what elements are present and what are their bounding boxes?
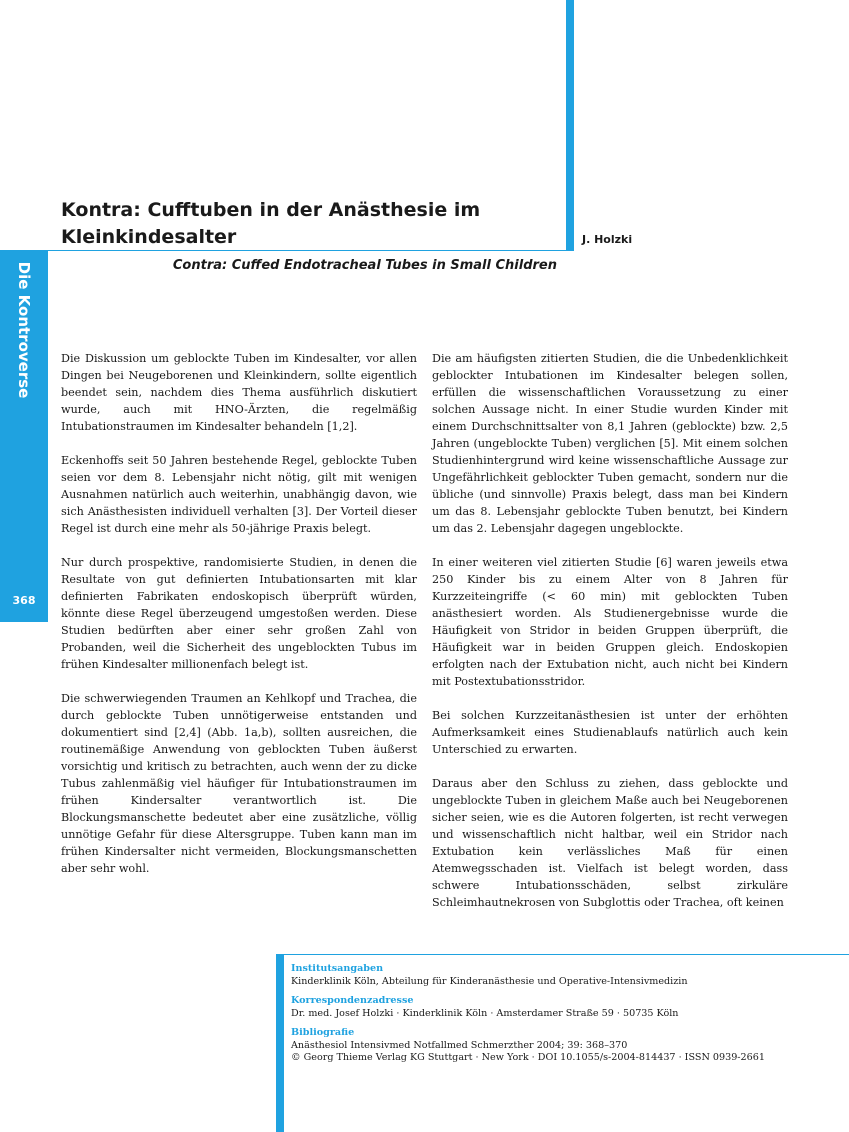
top-accent-bar: [566, 0, 574, 251]
bibliography-citation: Anästhesiol Intensivmed Notfallmed Schmerzther 2004; 39: 368–370: [291, 1039, 628, 1051]
title-line-2: Kleinkindesalter: [61, 226, 237, 248]
bibliography-group: [291, 1027, 841, 1065]
correspondence-heading: Korrespondenzadresse: [291, 995, 414, 1006]
article-subtitle: Contra: Cuffed Endotracheal Tubes in Small Children: [172, 258, 557, 273]
institute-text: Kinderklinik Köln, Abteilung für Kinderanästhesie und Operative-Intensivmedizin: [291, 975, 688, 987]
bibliography-heading: Bibliografie: [291, 1027, 355, 1038]
correspondence-text: Dr. med. Josef Holzki · Kinderklinik Köln · Amsterdamer Straße 59 · 50735 Köln: [291, 1007, 679, 1019]
institute-heading: Institutsangaben: [291, 963, 384, 974]
body-paragraph: Bei solchen Kurzzeitanästhesien ist unter der erhöhten Aufmerksamkeit eines Studienablaufs natürlich auch kein Unterschied zu erwarten.: [432, 709, 788, 756]
title-line-1: Kontra: Cufftuben in der Anästhesie im: [61, 199, 481, 221]
body-paragraph: Die schwerwiegenden Traumen an Kehlkopf und Trachea, die durch geblockte Tuben unnötigerweise entstanden und dokumentiert sind [2,4] (Abb. 1a,b), sollten ausreichen, die routinemäßige Anwendung von geblockten Tuben äußerst vorsichtig und kritisch zu betrachten, auch wenn der zu dicke Tubus zahlenmäßig viel häufiger für Intubationstraumen im frühen Kindersalter verantwortlich ist. Die Blockungsmanschette bedeutet aber eine zusätzliche, völlig unnötige Gefahr für diese Altersgruppe. Tuben kann man im frühen Kindersalter nicht vermeiden, Blockungsmanschetten aber sehr wohl.: [61, 692, 417, 875]
article-info-box: [291, 963, 841, 1072]
bibliography-copyright: © Georg Thieme Verlag KG Stuttgart · New York · DOI 10.1055/s-2004-814437 · ISSN 0939-2661: [291, 1052, 765, 1063]
body-paragraph: Die Diskussion um geblockte Tuben im Kindesalter, vor allen Dingen bei Neugeborenen und Kleinkindern, sollte eigentlich beendet sein, nachdem dies Thema ausführlich diskutiert wurde, auch mit HNO-Ärzten, die regelmäßig Intubationstraumen im Kindesalter behandeln [1,2].: [61, 352, 417, 433]
info-accent-bar: [276, 954, 284, 1132]
correspondence-group: [291, 995, 841, 1020]
body-column-right: [432, 350, 788, 928]
institute-group: [291, 963, 841, 988]
section-label: Die Kontroverse: [15, 261, 33, 399]
body-paragraph: Eckenhoffs seit 50 Jahren bestehende Regel, geblockte Tuben seien vor dem 8. Lebensjahr nicht nötig, gilt mit wenigen Ausnahmen natürlich auch weiterhin, unabhängig davon, wie sich Anästhesisten individuell verhalten [3]. Der Vorteil dieser Regel ist durch eine mehr als 50-jährige Praxis belegt.: [61, 454, 417, 535]
body-paragraph: Daraus aber den Schluss zu ziehen, dass geblockte und ungeblockte Tuben in gleichem Maße auch bei Neugeborenen sicher seien, wie es die Autoren folgerten, ist recht verwegen und wissenschaftlich nicht haltbar, weil ein Stridor nach Extubation kein verlässliches Maß für einen Atemwegsschaden ist. Vielfach ist belegt worden, dass schwere Intubationsschäden, selbst zirkuläre Schleimhautnekrosen von Subglottis oder Trachea, oft keinen: [432, 777, 788, 909]
page-number: 368: [12, 594, 36, 607]
article-title: [61, 197, 541, 251]
body-paragraph: In einer weiteren viel zitierten Studie [6] waren jeweils etwa 250 Kinder bis zu einem Alter von 8 Jahren für Kurzzeiteingriffe (< 60 min) mit geblockten Tuben anästhesiert worden. Als Studienergebnisse wurde die Häufigkeit von Stridor in beiden Gruppen überprüft, die Häufigkeit war in beiden Gruppen gleich. Endoskopien erfolgten nach der Extubation nicht, auch nicht bei Kindern mit Postextubationsstridor.: [432, 556, 788, 688]
info-rule: [284, 954, 849, 955]
body-paragraph: Die am häufigsten zitierten Studien, die die Unbedenklichkeit geblockter Intubationen im Kindesalter belegen sollen, erfüllen die wissenschaftlichen Voraussetzung zu einer solchen Aussage nicht. In einer Studie wurden Kinder mit einem Durchschnittsalter von 8,1 Jahren (geblockte) bzw. 2,5 Jahren (ungeblockte Tuben) verglichen [5]. Mit einem solchen Studienhintergrund wird keine wissenschaftliche Aussage zur Ungefährlichkeit geblockter Tuben gemacht, sondern nur die übliche (und sinnvolle) Praxis belegt, dass man bei Kindern um das 8. Lebensjahr geblockte Tuben benutzt, bei Kindern um das 2. Lebensjahr dagegen ungeblockte.: [432, 352, 788, 535]
body-column-left: [61, 350, 417, 894]
author-name: J. Holzki: [582, 233, 633, 246]
body-paragraph: Nur durch prospektive, randomisierte Studien, in denen die Resultate von gut definierten Intubationsarten mit klar definierten Fabrikaten endoskopisch überprüft würden, könnte diese Regel überzeugend umgestoßen werden. Diese Studien bedürften aber einer sehr großen Zahl von Probanden, weil die Sicherheit des ungeblockten Tubus im frühen Kindesalter millionenfach belegt ist.: [61, 556, 417, 671]
